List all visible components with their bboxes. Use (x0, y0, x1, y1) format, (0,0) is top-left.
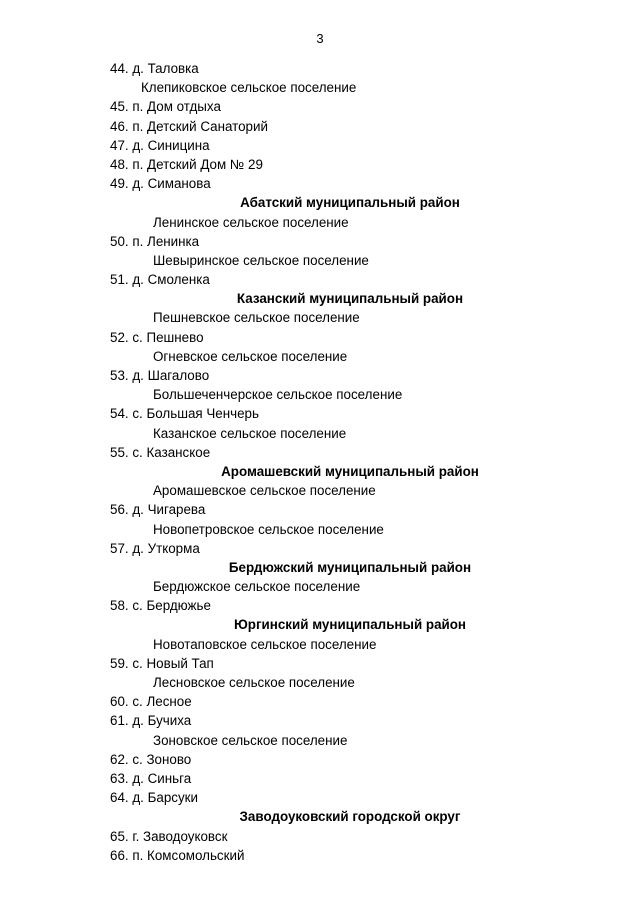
locality-item: 56. д. Чигарева (110, 502, 206, 518)
locality-item: 59. с. Новый Тап (110, 655, 214, 671)
locality-item: 54. с. Большая Ченчерь (110, 406, 259, 422)
settlement-heading: Шевыринское сельское поселение (153, 252, 369, 268)
locality-item: 47. д. Синицина (110, 137, 210, 153)
district-heading: Заводоуковский городской округ (239, 809, 461, 825)
district-heading: Казанский муниципальный район (236, 291, 464, 307)
locality-item: 66. п. Комсомольский (110, 847, 245, 863)
page-number: 3 (316, 31, 324, 46)
settlement-heading: Новотаповское сельское поселение (153, 636, 377, 652)
locality-item: 50. п. Ленинка (110, 233, 200, 249)
settlement-heading: Клепиковское сельское поселение (141, 80, 357, 96)
locality-item: 61. д. Бучиха (110, 713, 192, 729)
locality-item: 51. д. Смоленка (110, 272, 210, 288)
locality-item: 53. д. Шагалово (110, 368, 210, 383)
locality-item: 48. п. Детский Дом № 29 (110, 156, 263, 172)
settlement-heading: Аромашевское сельское поселение (153, 483, 376, 499)
locality-item: 65. г. Заводоуковск (110, 828, 228, 844)
settlement-heading: Казанское сельское поселение (153, 425, 347, 441)
locality-item: 64. д. Барсуки (110, 790, 199, 806)
locality-item: 63. д. Синьга (110, 770, 192, 786)
locality-item: 52. с. Пешнево (110, 329, 204, 345)
locality-item: 57. д. Уткорма (110, 540, 200, 556)
locality-item: 55. с. Казанское (110, 444, 211, 460)
locality-item: 60. с. Лесное (110, 694, 192, 710)
locality-item: 44. д. Таловка (110, 61, 199, 76)
district-heading: Юргинский муниципальный район (233, 617, 467, 633)
settlement-heading: Большеченчерское сельское поселение (153, 387, 403, 403)
settlement-heading: Лесновское сельское поселение (153, 675, 355, 690)
settlement-heading: Новопетровское сельское поселение (153, 521, 384, 537)
settlement-heading: Бердюжское сельское поселение (153, 579, 361, 595)
locality-item: 49. д. Симанова (110, 176, 211, 192)
settlement-list (0, 59, 640, 865)
district-heading: Бердюжский муниципальный район (228, 559, 472, 575)
locality-item: 45. п. Дом отдыха (110, 99, 221, 115)
settlement-heading: Огневское сельское поселение (153, 348, 348, 364)
settlement-heading: Зоновское сельское поселение (153, 732, 348, 748)
settlement-heading: Ленинское сельское поселение (153, 214, 349, 230)
district-heading: Аромашевский муниципальный район (221, 463, 479, 479)
district-heading: Абатский муниципальный район (240, 195, 460, 211)
locality-item: 62. с. Зоново (110, 751, 192, 767)
locality-item: 58. с. Бердюжье (110, 598, 211, 614)
locality-item: 46. п. Детский Санаторий (110, 118, 268, 134)
settlement-heading: Пешневское сельское поселение (153, 310, 360, 326)
